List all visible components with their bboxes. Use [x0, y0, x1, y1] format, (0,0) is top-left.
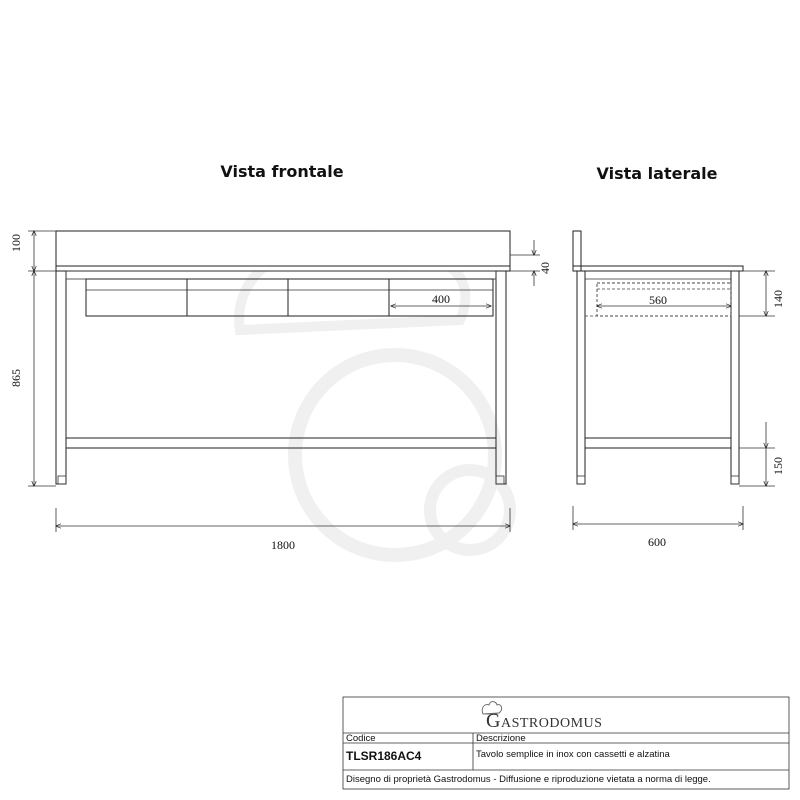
- front-bottom-shelf: [66, 438, 496, 448]
- dim-side-drawer-depth: 560: [649, 293, 667, 307]
- description-label: Descrizione: [476, 733, 526, 744]
- side-view: [573, 231, 743, 484]
- drawer-3: [288, 279, 389, 316]
- title-block: [343, 697, 789, 789]
- dim-side-shelf-height: 150: [771, 457, 785, 475]
- brand-name: GASTRODOMUS: [486, 710, 603, 732]
- code-label: Codice: [346, 733, 376, 744]
- front-upstand: [56, 231, 510, 271]
- dim-side-depth: 600: [648, 535, 666, 549]
- dim-front-drawer: 400: [432, 292, 450, 306]
- dim-front-upstand: 100: [9, 234, 23, 252]
- side-dimensions: [573, 271, 785, 549]
- front-view: [56, 231, 510, 484]
- side-bottom-shelf: [585, 438, 731, 448]
- dim-front-height: 865: [9, 369, 23, 387]
- side-view-title: Vista laterale: [596, 164, 718, 183]
- side-top: [573, 266, 743, 271]
- copyright-footer: Disegno di proprietà Gastrodomus - Diffusione e riproduzione vietata a norma di legge.: [346, 774, 711, 785]
- side-upstand: [573, 231, 581, 271]
- side-leg-right: [731, 271, 739, 484]
- dim-side-drawer-height: 140: [771, 290, 785, 308]
- front-leg-left: [56, 271, 66, 484]
- front-view-title: Vista frontale: [220, 162, 344, 181]
- side-leg-left: [577, 271, 585, 484]
- dim-front-length: 1800: [271, 538, 295, 552]
- drawer-1: [86, 279, 187, 316]
- watermark-logo: [239, 235, 510, 555]
- code-value: TLSR186AC4: [346, 749, 422, 763]
- description-value: Tavolo semplice in inox con cassetti e alzatina: [476, 749, 670, 760]
- dim-front-top: 40: [538, 262, 552, 274]
